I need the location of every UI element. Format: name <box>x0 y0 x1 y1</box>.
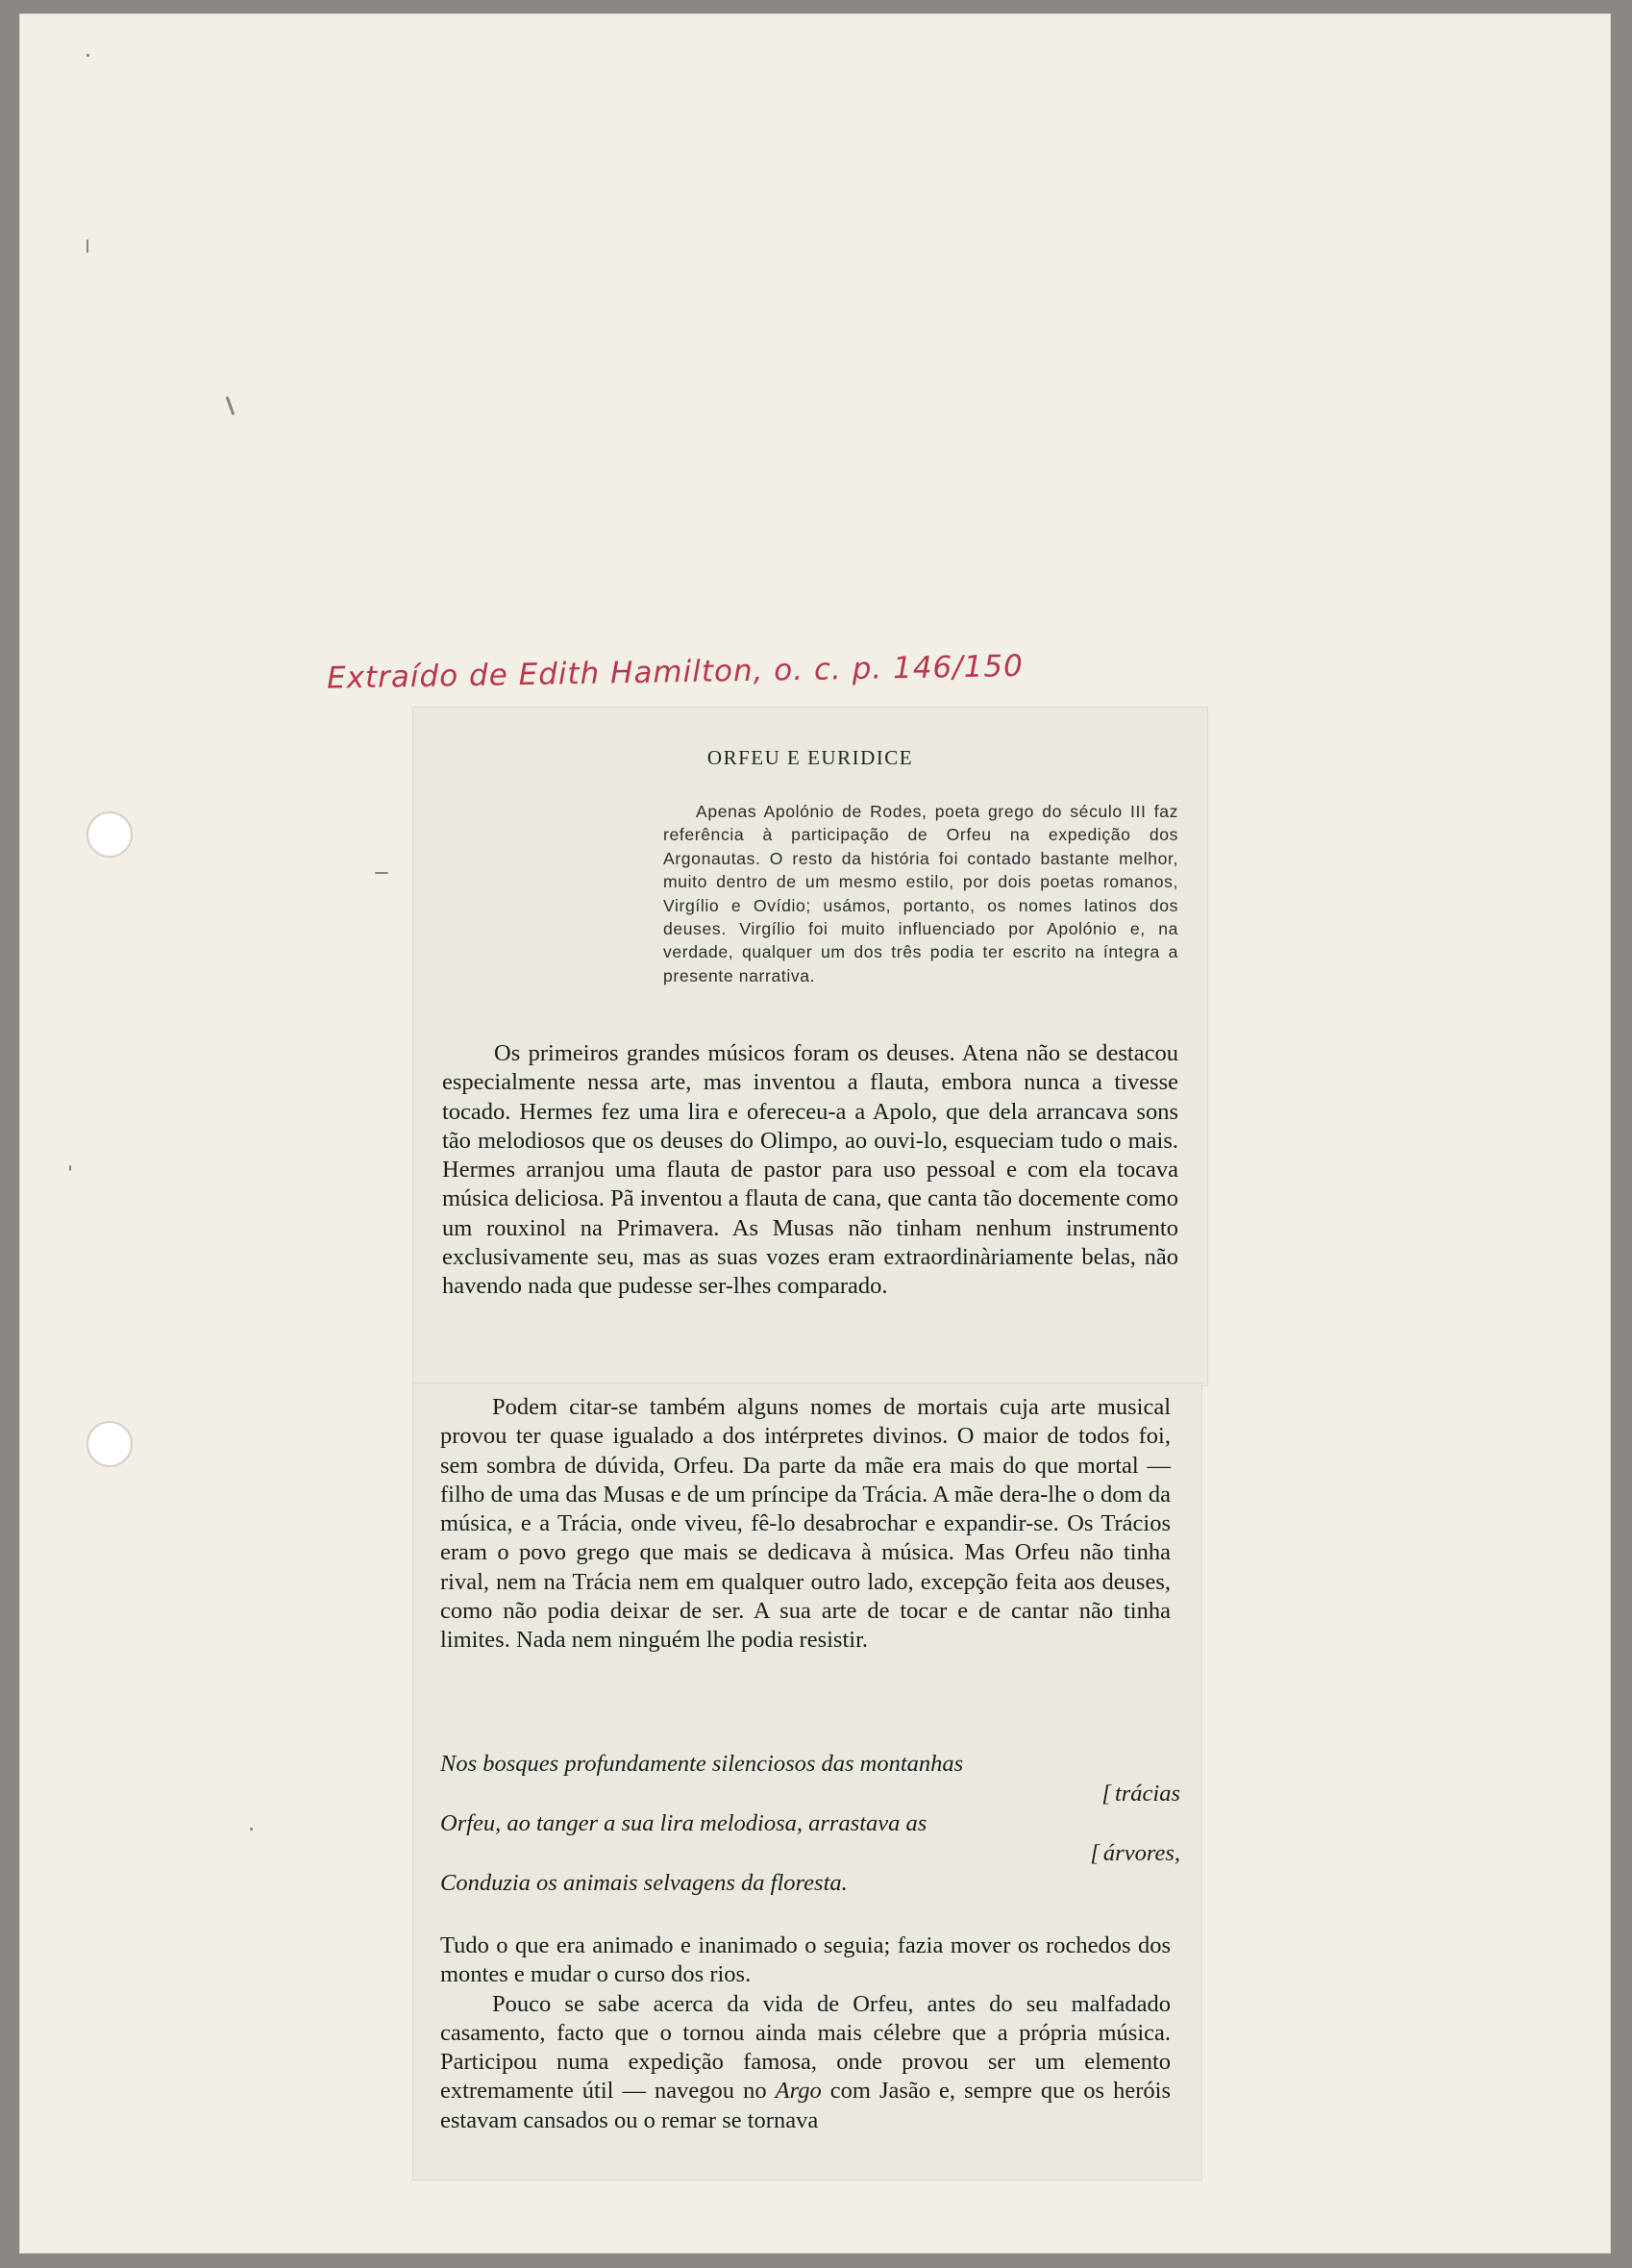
article-text-block <box>440 1932 1171 2135</box>
verse-quote <box>440 1749 1180 1898</box>
newspaper-clipping-top <box>413 708 1207 1385</box>
verse-line: Conduzia os animais selvagens da floresta. <box>440 1870 848 1896</box>
paper-speck <box>87 54 89 57</box>
paper-speck <box>250 1828 253 1831</box>
article-title: ORFEU E EURIDICE <box>706 746 914 769</box>
document-page <box>19 13 1611 2254</box>
article-paragraph: Pouco se sabe acerca da vida de Orfeu, antes do seu malfadado casamento, facto que o tornou ainda mais célebre que a própria música. Participou numa expedição famosa, onde provou ser um elemento extremamente útil — navegou no Argo com Jasão e, sempre que os heróis estavam cansados ou o remar se tornava <box>440 1990 1171 2133</box>
verse-line-continuation: [ árvores, <box>1090 1840 1180 1866</box>
verse-line: Orfeu, ao tanger a sua lira melodiosa, arrastava as <box>440 1810 927 1836</box>
punch-hole <box>87 1421 133 1467</box>
article-paragraph: Tudo o que era animado e inanimado o seguia; fazia mover os rochedos dos montes e mudar o curso dos rios. <box>440 1932 1171 1988</box>
verse-line-continuation: [ trácias <box>1101 1781 1180 1807</box>
paper-speck <box>375 872 388 874</box>
newspaper-clipping-bottom <box>413 1383 1201 2180</box>
article-intro: Apenas Apolónio de Rodes, poeta grego do século III faz referência à participação de Orfeu na expedição dos Argonautas. O resto da história foi contado bastante melhor, muito dentro de um mesmo estilo, por dois poetas romanos, Virgílio e Ovídio; usámos, portanto, os nomes latinos dos deuses. Virgílio foi muito influenciado por Apolónio e, na verdade, qualquer um dos três podia ter escrito na íntegra a presente narrativa. <box>663 802 1178 985</box>
article-paragraph: Podem citar-se também alguns nomes de mortais cuja arte musical provou ter quase igualado a dos intérpretes divinos. O maior de todos foi, sem sombra de dúvida, Orfeu. Da parte da mãe era mais do que mortal — filho de uma das Musas e de um príncipe da Trácia. A mãe dera-lhe o dom da música, e a Trácia, onde viveu, fê-lo desabrochar e expandir-se. Os Trácios eram o povo grego que mais se dedicava à música. Mas Orfeu não tinha rival, nem na Trácia nem em qualquer outro lado, excepção feita aos deuses, como não podia deixar de ser. A sua arte de tocar e de cantar não tinha limites. Nada nem ninguém lhe podia resistir. <box>440 1394 1171 1654</box>
paper-speck <box>69 1165 71 1171</box>
punch-hole <box>87 811 133 858</box>
handwritten-source-note: Extraído de Edith Hamilton, o. c. p. 146/150 <box>326 648 1025 696</box>
paper-speck <box>226 396 235 415</box>
verse-line: Nos bosques profundamente silenciosos das montanhas <box>440 1751 964 1777</box>
article-paragraph: Os primeiros grandes músicos foram os deuses. Atena não se destacou especialmente nessa arte, mas inventou a flauta, embora nunca a tivesse tocado. Hermes fez uma lira e ofereceu-a a Apolo, que dela arrancava sons tão melodiosos que os deuses do Olimpo, ao ouvi-lo, esqueciam tudo o mais. Hermes arranjou uma flauta de pastor para uso pessoal e com ela tocava música deliciosa. Pã inventou a flauta de cana, que canta tão docemente como um rouxinol na Primavera. As Musas não tinham nenhum instrumento exclusivamente seu, mas as suas vozes eram extraordinàriamente belas, não havendo nada que pudesse ser-lhes comparado. <box>442 1040 1178 1300</box>
paper-speck <box>87 239 88 253</box>
